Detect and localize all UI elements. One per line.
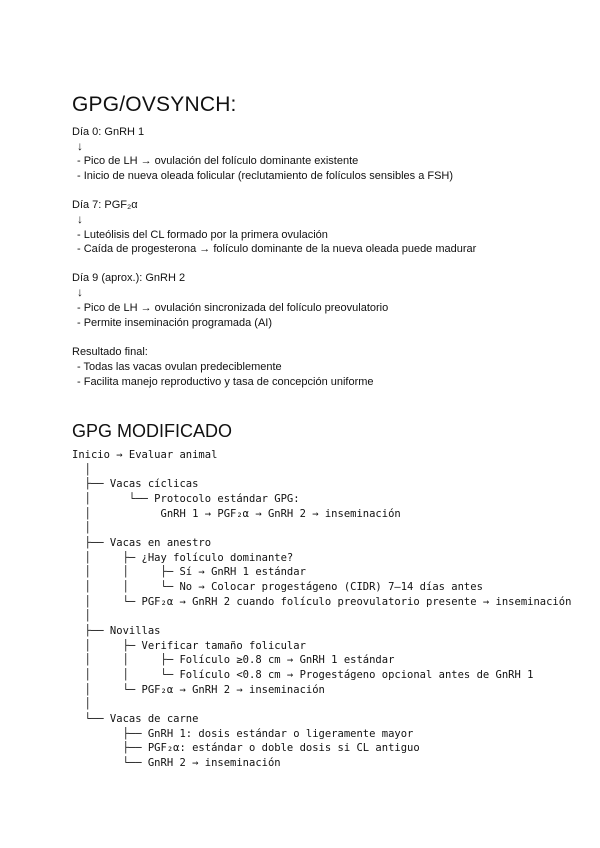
tree-line: │ bbox=[72, 610, 91, 622]
step-bullet: - Pico de LH → ovulación del folículo dominante existente bbox=[77, 155, 359, 167]
tree-line: ├── Novillas bbox=[72, 625, 161, 637]
step-bullet: - Pico de LH → ovulación sincronizada del folículo preovulatorio bbox=[77, 302, 389, 314]
step-heading: Día 7: PGF₂α bbox=[72, 199, 138, 211]
tree-line: ├── Vacas en anestro bbox=[72, 537, 212, 549]
tree-line: ├── Vacas cíclicas bbox=[72, 478, 199, 490]
tree-line: │ GnRH 1 → PGF₂α → GnRH 2 → inseminación bbox=[72, 508, 401, 520]
down-arrow-icon: ↓ bbox=[77, 212, 83, 226]
result-bullet: - Facilita manejo reproductivo y tasa de concepción uniforme bbox=[77, 376, 374, 388]
tree-line: │ bbox=[72, 698, 91, 710]
down-arrow-icon: ↓ bbox=[77, 139, 83, 153]
page-title: GPG/OVSYNCH: bbox=[72, 93, 237, 116]
result-heading: Resultado final: bbox=[72, 346, 148, 358]
step-bullet: - Luteólisis del CL formado por la primera ovulación bbox=[77, 229, 328, 241]
down-arrow-icon: ↓ bbox=[77, 285, 83, 299]
tree-line: │ └── Protocolo estándar GPG: bbox=[72, 493, 300, 505]
tree-line: │ │ ├─ Folículo ≥0.8 cm → GnRH 1 estándar bbox=[72, 654, 395, 666]
tree-line: │ ├─ ¿Hay folículo dominante? bbox=[72, 552, 294, 564]
tree-line: │ │ └─ No → Colocar progestágeno (CIDR) 7–14 días antes bbox=[72, 581, 483, 593]
section-title: GPG MODIFICADO bbox=[72, 421, 233, 441]
result-bullet: - Todas las vacas ovulan predeciblemente bbox=[77, 361, 282, 373]
tree-line: │ ├─ Verificar tamaño folicular bbox=[72, 640, 306, 652]
step-bullet: - Permite inseminación programada (AI) bbox=[77, 317, 273, 329]
step-bullet: - Caída de progesterona → folículo dominante de la nueva oleada puede madurar bbox=[77, 243, 477, 255]
tree-line: │ bbox=[72, 522, 91, 534]
tree-line: │ └─ PGF₂α → GnRH 2 cuando folículo preovulatorio presente → inseminación bbox=[72, 596, 572, 608]
tree-line: │ bbox=[72, 464, 91, 476]
tree-line: └── Vacas de carne bbox=[72, 713, 199, 725]
tree-line: ├── GnRH 1: dosis estándar o ligeramente mayor bbox=[72, 728, 414, 740]
tree-line: └── GnRH 2 → inseminación bbox=[72, 757, 281, 769]
tree-line: │ └─ PGF₂α → GnRH 2 → inseminación bbox=[72, 684, 325, 696]
step-heading: Día 9 (aprox.): GnRH 2 bbox=[72, 272, 186, 284]
tree-line: │ │ ├─ Sí → GnRH 1 estándar bbox=[72, 566, 306, 578]
tree-line: │ │ └─ Folículo <0.8 cm → Progestágeno opcional antes de GnRH 1 bbox=[72, 669, 534, 681]
step-heading: Día 0: GnRH 1 bbox=[72, 126, 145, 138]
tree-line: ├── PGF₂α: estándar o doble dosis si CL antiguo bbox=[72, 742, 420, 754]
tree-line: Inicio → Evaluar animal bbox=[72, 449, 218, 461]
step-bullet: - Inicio de nueva oleada folicular (reclutamiento de folículos sensibles a FSH) bbox=[77, 170, 454, 182]
